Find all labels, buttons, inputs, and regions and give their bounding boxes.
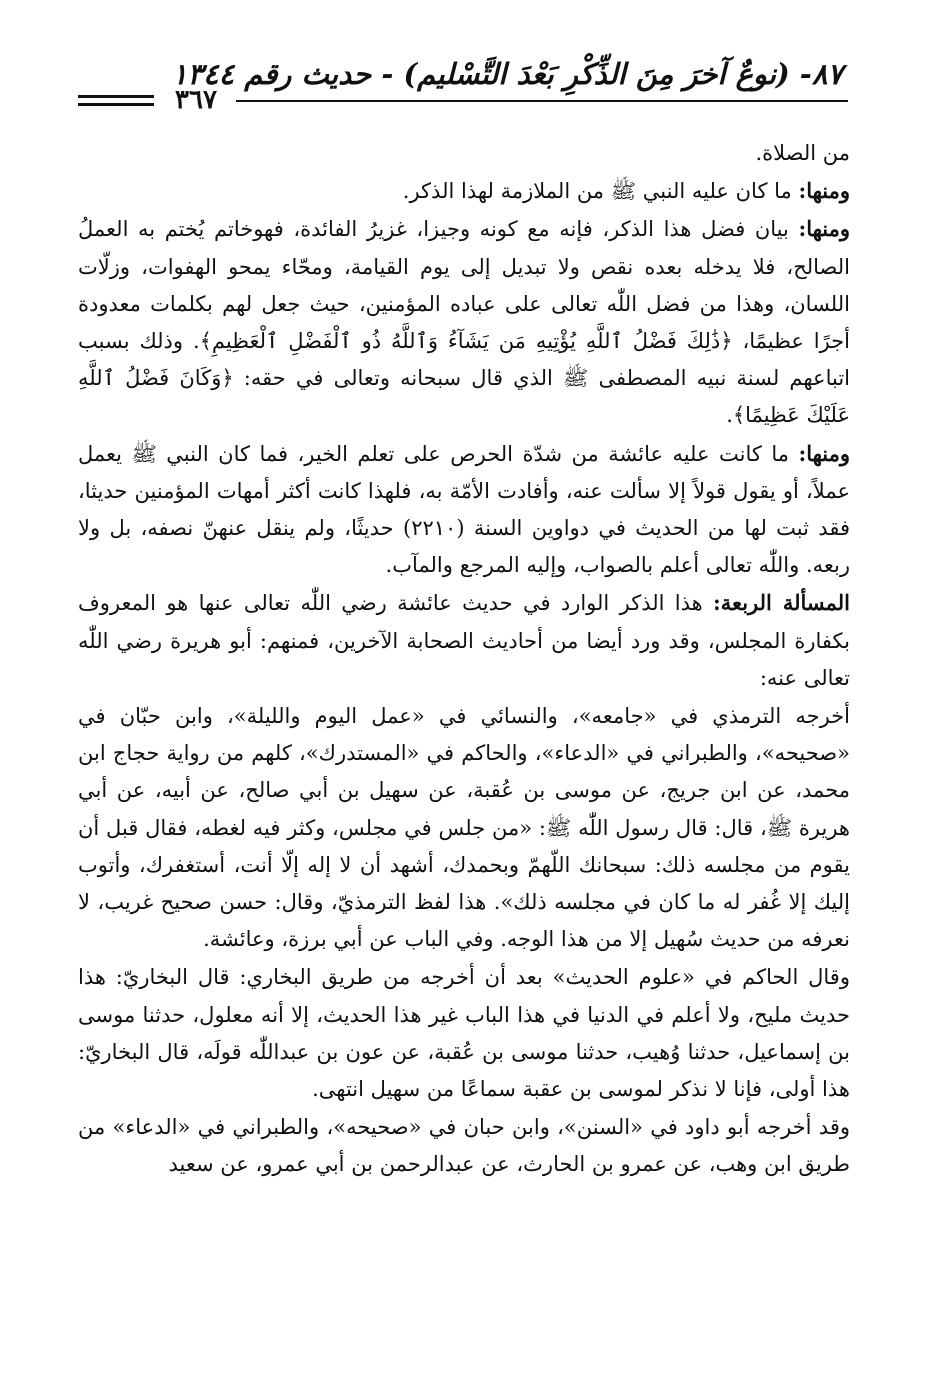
paragraph bbox=[78, 697, 850, 958]
header-rule-main bbox=[236, 100, 848, 102]
paragraph bbox=[78, 958, 850, 1108]
paragraph-lead: المسألة الربعة: bbox=[713, 590, 850, 616]
header-rule-left-top bbox=[78, 95, 154, 98]
paragraph bbox=[78, 1108, 850, 1183]
paragraph-lead: ومنها: bbox=[798, 178, 850, 204]
paragraph-lead: ومنها: bbox=[798, 216, 850, 242]
paragraph bbox=[78, 210, 850, 434]
paragraph-text: وقد أخرجه أبو داود في «السنن»، وابن حبان في «صحيحه»، والطبراني في «الدعاء» من طريق ابن وهب، عن عمرو بن الحارث، عن عبدالرحمن بن أبي عمرو، عن سعيد bbox=[78, 1115, 850, 1177]
body-text bbox=[78, 134, 850, 1184]
page-number: ٣٦٧ bbox=[175, 85, 217, 115]
running-header-title: ٨٧- (نوعٌ آخرَ مِنَ الذِّكْرِ بَعْدَ التَّسْليم) - حديث رقم ١٣٤٤ bbox=[171, 57, 843, 91]
header-rule-left-bottom bbox=[78, 103, 154, 106]
paragraph bbox=[78, 584, 850, 697]
paragraph-text: وقال الحاكم في «علوم الحديث» بعد أن أخرجه من طريق البخاري: قال البخاريّ: هذا حديث مليح، ولا أعلم في الدنيا في هذا الباب غير هذا الحديث، إلا أنه معلول، حدثنا موسى بن إسماعيل، حدثنا وُهيب، حدثنا موسى بن عُقبة، عن عون بن عبداللّٰه قولَه، قال البخاريّ: هذا أولى، فإنا لا نذكر لموسى بن عقبة سماعًا من سهيل انتهى. bbox=[78, 965, 850, 1102]
paragraph bbox=[78, 435, 850, 585]
paragraph-text: ما كان عليه النبي ﷺ من الملازمة لهذا الذكر. bbox=[402, 179, 799, 204]
paragraph-lead: ومنها: bbox=[798, 440, 850, 466]
paragraph bbox=[78, 172, 850, 210]
paragraph-text: هذا الذكر الوارد في حديث عائشة رضي اللّٰه تعالى عنها هو المعروف بكفارة المجلس، وقد ورد أيضا من أحاديث الصحابة الآخرين، فمنهم: أبو هريرة رضي اللّٰه تعالى عنه: bbox=[78, 591, 850, 690]
paragraph-text: ما كانت عليه عائشة من شدّة الحرص على تعلم الخير، فما كان النبي ﷺ يعمل عملاً، أو يقول قولاً إلا سألت عنه، وأفادت الأمّة به، فلهذا كانت أكثر أمهات المؤمنين حديثا، فقد ثبت لها من الحديث في دواوين السنة (٢٢١٠) حديثًا، ولم ينقل عنهنّ نصفه، بل ولا ربعه. واللّٰه تعالى أعلم بالصواب، وإليه المرجع والمآب. bbox=[78, 441, 850, 578]
paragraph-text: أخرجه الترمذي في «جامعه»، والنسائي في «عمل اليوم والليلة»، وابن حبّان في «صحيحه»، والطبراني في «الدعاء»، والحاكم في «المستدرك»، كلهم من رواية حجاج ابن محمد، عن ابن جريج، عن موسى بن عُقبة، عن سهيل بن أبي صالح، عن أبيه، عن أبي هريرة ﷺ، قال: قال رسول اللّٰه ﷺ: «من جلس في مجلس، وكثر فيه لغطه، فقال قبل أن يقوم من مجلسه ذلك: سبحانك اللّهمّ وبحمدك، أشهد أن لا إله إلّا أنت، أستغفرك، وأتوب إليك إلا غُفر له ما كان في مجلسه ذلك». هذا لفظ الترمذيّ، وقال: حسن صحيح غريب، لا نعرفه من حديث سُهيل إلا من هذا الوجه. وفي الباب عن أبي برزة، وعائشة. bbox=[78, 704, 850, 952]
paragraph bbox=[78, 134, 850, 172]
paragraph-text: بيان فضل هذا الذكر، فإنه مع كونه وجيزا، غزيرُ الفائدة، فهوخاتم يُختم به العملُ الصالح، فلا يدخله بعده نقص ولا تبديل إلى يوم القيامة، ومحّاء يمحو الهفوات، وزلّات اللسان، وهذا من فضل اللّٰه تعالى على عباده المؤمنين، حيث جعل لهم بكلمات معدودة أجرًا عظيمًا، ﴿ذَٰلِكَ فَضْلُ ٱللَّهِ يُؤْتِيهِ مَن يَشَآءُ وَٱللَّهُ ذُو ٱلْفَضْلِ ٱلْعَظِيمِ﴾. وذلك بسبب اتباعهم لسنة نبيه المصطفى ﷺ الذي قال سبحانه وتعالى في حقه: ﴿وَكَانَ فَضْلُ ٱللَّهِ عَلَيْكَ عَظِيمًا﴾. bbox=[78, 217, 851, 428]
paragraph-text: من الصلاة. bbox=[755, 141, 850, 165]
